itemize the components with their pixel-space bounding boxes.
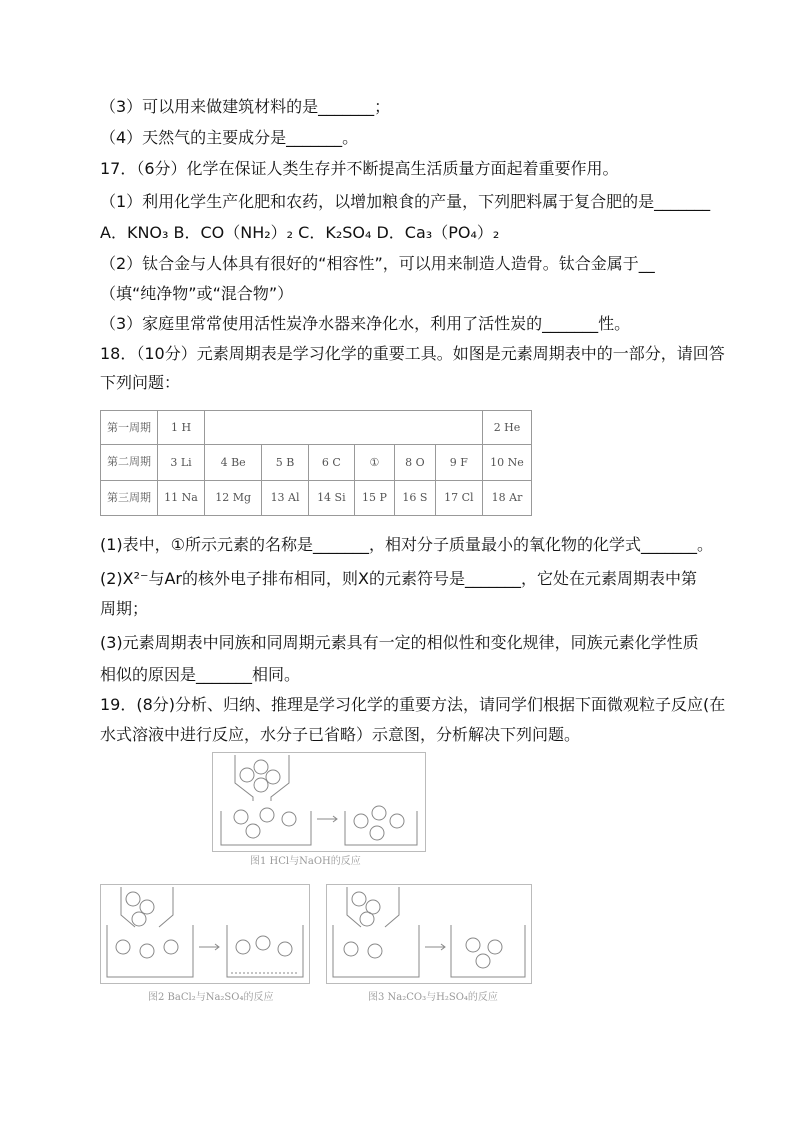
- cell-li: 3 Li: [158, 445, 205, 480]
- figure-2-caption: 图2 BaCl₂与Na₂SO₄的反应: [148, 992, 274, 1003]
- q19-stem: 19．(8分)分析、归纳、推理是学习化学的重要方法，请同学们根据下面微观粒子反应(在: [100, 695, 726, 714]
- cell-o: 8 O: [395, 445, 435, 480]
- cell-unknown: ①: [354, 445, 394, 480]
- q18-part2: (2)X²⁻与Ar的核外电子排布相同，则X的元素符号是_______，它处在元素周期表中第: [100, 569, 697, 588]
- cell-c: 6 C: [308, 445, 354, 480]
- q18-stem-cont: 下列问题：: [100, 373, 181, 392]
- cell-h: 1 H: [158, 411, 205, 445]
- cell-al: 13 Al: [262, 480, 309, 515]
- q18-stem: 18．（10分）元素周期表是学习化学的重要工具。如图是元素周期表中的一部分，请回答: [100, 344, 725, 363]
- q16-part4: （4）天然气的主要成分是_______。: [100, 128, 359, 147]
- q17-part3: （3）家庭里常常使用活性炭净水器来净化水，利用了活性炭的_______性。: [100, 314, 631, 333]
- q17-part2: （2）钛合金与人体具有很好的“相容性”，可以用来制造人造骨。钛合金属于__: [100, 254, 655, 273]
- q17-options: A．KNO₃ B．CO（NH₂）₂ C．K₂SO₄ D．Ca₃（PO₄）₂: [100, 223, 500, 242]
- cell-he: 2 He: [483, 411, 532, 445]
- cell-b: 5 B: [262, 445, 309, 480]
- cell-f: 9 F: [435, 445, 482, 480]
- cell-si: 14 Si: [308, 480, 354, 515]
- cell-ar: 18 Ar: [483, 480, 532, 515]
- figure-1-hcl-naoh: [212, 752, 426, 852]
- figure-1-caption: 图1 HCl与NaOH的反应: [250, 856, 361, 867]
- q18-part2-cont: 周期；: [100, 599, 149, 618]
- q17-stem: 17．（6分）化学在保证人类生存并不断提高生活质量方面起着重要作用。: [100, 159, 619, 178]
- cell-p: 15 P: [354, 480, 394, 515]
- empty-gap: [205, 411, 483, 445]
- period-1-header: 第一周期: [101, 411, 158, 445]
- cell-cl: 17 Cl: [435, 480, 482, 515]
- figure-3-drawing: [327, 885, 531, 983]
- periodic-table-excerpt: [100, 410, 532, 516]
- figure-1-drawing: [213, 753, 425, 851]
- cell-na: 11 Na: [158, 480, 205, 515]
- figure-3-caption: 图3 Na₂CO₃与H₂SO₄的反应: [368, 992, 498, 1003]
- cell-s: 16 S: [395, 480, 435, 515]
- figure-2-drawing: [101, 885, 309, 983]
- figure-2-bacl2-na2so4: [100, 884, 310, 984]
- figure-3-na2co3-h2so4: [326, 884, 532, 984]
- q17-part2-hint: （填“纯净物”或“混合物”）: [100, 284, 294, 303]
- q18-part3-cont: 相似的原因是_______相同。: [100, 665, 301, 684]
- cell-ne: 10 Ne: [483, 445, 532, 480]
- q17-part1: （1）利用化学生产化肥和农药，以增加粮食的产量，下列肥料属于复合肥的是_______: [100, 192, 711, 211]
- cell-be: 4 Be: [205, 445, 262, 480]
- period-2-header: 第二周期: [101, 445, 158, 480]
- cell-mg: 12 Mg: [205, 480, 262, 515]
- q19-stem-cont: 水式溶液中进行反应，水分子已省略）示意图，分析解决下列问题。: [100, 725, 581, 744]
- q18-part3: (3)元素周期表中同族和同周期元素具有一定的相似性和变化规律，同族元素化学性质: [100, 633, 699, 652]
- q18-part1: (1)表中，①所示元素的名称是_______，相对分子质量最小的氧化物的化学式_______。: [100, 535, 714, 554]
- period-3-header: 第三周期: [101, 480, 158, 515]
- q16-part3: （3）可以用来做建筑材料的是_______；: [100, 97, 391, 116]
